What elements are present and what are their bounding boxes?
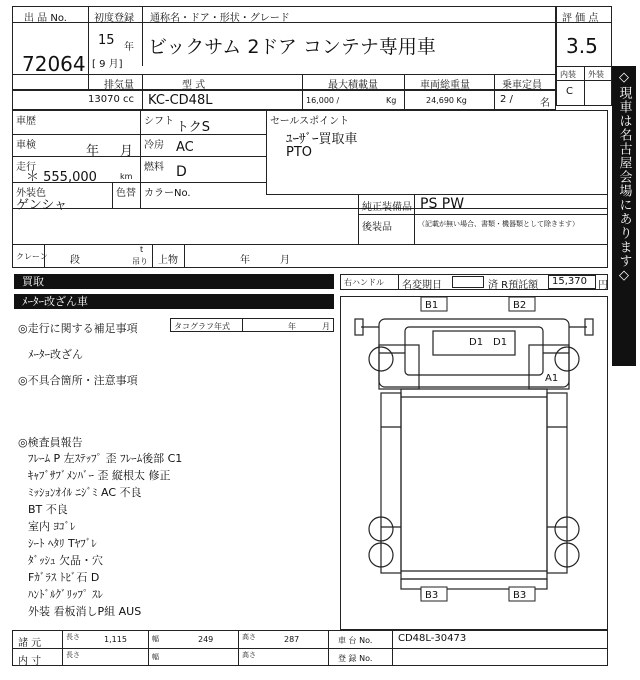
crane-label: クレーン — [16, 252, 48, 261]
damage-mark: D1 — [469, 337, 484, 348]
divider — [12, 156, 266, 157]
divider — [12, 208, 608, 209]
damage-mark: D1 — [493, 337, 508, 348]
grade-value: 3.5 — [566, 34, 598, 58]
sales-point-2: PTO — [286, 145, 313, 160]
first-reg-month: [ 9 月] — [92, 59, 123, 70]
purchase-banner: 買取 — [14, 274, 334, 289]
vehicle-name: ビックサム 2ドア コンテナ専用車 — [148, 36, 436, 58]
sales-point-label: セールスポイント — [270, 116, 350, 127]
upper-label: 上物 — [158, 255, 178, 266]
recycle-unit: 円 — [598, 280, 608, 291]
crane-hang: 吊り — [132, 257, 148, 266]
interior-dim-label: 内 寸 — [18, 656, 42, 667]
divider — [112, 182, 113, 208]
divider — [148, 630, 149, 666]
divider — [238, 630, 239, 666]
tacho-label: タコグラフ年式 — [174, 322, 230, 331]
height-label: 高さ — [242, 633, 256, 641]
max-load-unit: Kg — [386, 96, 397, 105]
divider — [266, 110, 267, 194]
report-line: ﾊﾝﾄﾞﾙｸﾞﾘｯﾌﾟ ｽﾚ — [28, 588, 103, 601]
mileage-value: ＊ 555,000 — [26, 170, 97, 185]
first-reg-label: 初度登録 — [94, 13, 134, 24]
divider — [62, 630, 63, 666]
divider — [358, 214, 608, 215]
truck-diagram — [341, 297, 607, 629]
divider — [414, 194, 415, 244]
inspection-label: 車検 — [16, 140, 36, 151]
width-label-2: 幅 — [152, 653, 159, 661]
recycle-value: 15,370 — [552, 276, 587, 287]
mileage-notes-title: ◎走行に関する補足事項 — [18, 322, 138, 335]
height-label-2: 高さ — [242, 651, 256, 659]
divider — [184, 244, 185, 268]
inspection-year: 年 — [86, 144, 100, 159]
divider — [584, 66, 585, 106]
lot-label: 出 品 No. — [24, 13, 67, 24]
report-line: BT 不良 — [28, 503, 68, 516]
report-line: Fｶﾞﾗｽ ﾄﾋﾞ石 D — [28, 571, 100, 584]
lot-number: 72064 — [22, 52, 86, 76]
length-value: 1,115 — [104, 635, 127, 644]
inspector-title: ◎検査員報告 — [18, 436, 83, 449]
divider — [358, 194, 359, 244]
damage-mark: B2 — [513, 300, 527, 311]
shift-value: トクS — [176, 120, 210, 135]
spec-label: 諸 元 — [18, 638, 42, 649]
report-line: ﾌﾚｰﾑ P 左ｽﾃｯﾌﾟ 歪 ﾌﾚｰﾑ後部 C1 — [28, 452, 183, 465]
accessories-note: （記載が無い場合、書類・機器類として除きます） — [418, 220, 579, 228]
displacement-label: 排気量 — [104, 80, 134, 91]
chassis-value: CD48L-30473 — [398, 633, 467, 644]
name-change-label: 名変期日 — [402, 280, 442, 291]
divider — [392, 630, 393, 666]
length-label: 長さ — [66, 633, 80, 641]
divider — [328, 630, 329, 666]
mileage-note: ﾒｰﾀｰ改ざん — [28, 348, 83, 361]
sales-point-1: ﾕｰｻﾞｰ買取車 — [286, 132, 358, 147]
registration-label: 登 録 No. — [338, 654, 373, 663]
shift-label: シフト — [144, 116, 174, 127]
damage-mark: B3 — [425, 590, 439, 601]
color-value: ゲンシャ — [16, 198, 68, 213]
width-value: 249 — [198, 635, 214, 644]
mileage-unit: km — [120, 172, 133, 181]
inspection-month: 月 — [120, 144, 134, 159]
interior-grade-value: C — [566, 86, 573, 97]
history-label: 車歴 — [16, 116, 36, 127]
divider — [152, 244, 153, 268]
chassis-label: 車 台 No. — [338, 636, 373, 645]
color-no-label: カラーNo. — [144, 188, 191, 199]
accessories-label: 後装品 — [362, 222, 392, 233]
year-unit: 年 — [124, 42, 134, 53]
interior-grade-label: 内装 — [560, 70, 576, 79]
ac-label: 冷房 — [144, 140, 164, 151]
fuel-value: D — [176, 164, 187, 180]
height-value: 287 — [284, 635, 300, 644]
crane-stage: 段 — [70, 255, 80, 266]
equipment-value: PS PW — [420, 196, 465, 212]
model-value: KC-CD48L — [148, 93, 213, 108]
report-line: ｼｰﾄ ﾍﾀﾘ Tﾔﾌﾞﾚ — [28, 537, 97, 550]
equipment-label: 純正装備品 — [362, 202, 412, 213]
capacity-unit: 名 — [540, 98, 550, 109]
color-change-label: 色替 — [116, 188, 136, 199]
report-line: 室内 ﾖｺﾞﾚ — [28, 520, 76, 533]
gross-weight-label: 車両総重量 — [420, 80, 470, 91]
upper-month: 月 — [280, 255, 290, 266]
grade-label: 評 価 点 — [562, 13, 599, 24]
report-line: ﾀﾞｯｼｭ 欠品・穴 — [28, 554, 103, 567]
name-change-box — [452, 276, 484, 288]
vehicle-name-label: 通称名・ドア・形状・グレード — [150, 13, 290, 24]
capacity-value: 2 / — [500, 94, 513, 105]
recycle-label: 済 R預託額 — [488, 280, 539, 291]
report-line: 外装 看板消しP組 AUS — [28, 605, 142, 618]
right-handle: 右ハンドル — [344, 278, 384, 287]
model-label: 型 式 — [182, 80, 206, 91]
first-reg-year: 15 — [98, 33, 115, 48]
upper-year: 年 — [240, 255, 250, 266]
displacement-value: 13070 cc — [88, 94, 134, 105]
damage-mark: A1 — [545, 373, 559, 384]
capacity-label: 乗車定員 — [502, 80, 542, 91]
max-load-value: 16,000 / — [306, 96, 340, 105]
crane-ton: t — [140, 245, 144, 254]
location-banner: ◇現車は名古屋会場にあります◇ — [612, 66, 636, 366]
max-load-label: 最大積載量 — [328, 80, 378, 91]
length-label-2: 長さ — [66, 651, 80, 659]
tacho-year: 年 — [288, 322, 296, 331]
report-line: ﾐｯｼｮﾝｵｲﾙ ﾆｼﾞﾐ AC 不良 — [28, 486, 142, 499]
divider — [142, 6, 143, 66]
ac-value: AC — [176, 140, 194, 155]
defect-notes-title: ◎不具合箇所・注意事項 — [18, 374, 138, 387]
mileage-label: 走行 — [16, 162, 36, 173]
damage-mark: B3 — [513, 590, 527, 601]
divider — [12, 244, 608, 245]
divider — [266, 194, 608, 195]
divider — [398, 274, 399, 290]
exterior-grade-label: 外装 — [588, 70, 604, 79]
divider — [140, 110, 141, 208]
odometer-banner: ﾒｰﾀｰ改ざん車 — [14, 294, 334, 309]
fuel-label: 燃料 — [144, 162, 164, 173]
gross-weight-value: 24,690 Kg — [426, 96, 467, 105]
width-label: 幅 — [152, 635, 159, 643]
color-label: 外装色 — [16, 188, 46, 199]
damage-mark: B1 — [425, 300, 439, 311]
divider — [12, 134, 266, 135]
divider — [242, 318, 243, 332]
tacho-month: 月 — [322, 322, 330, 331]
divider — [12, 648, 608, 649]
report-line: ｷｬﾌﾞｻﾌﾞﾒﾝﾊﾞｰ 歪 縦根太 修正 — [28, 469, 171, 482]
